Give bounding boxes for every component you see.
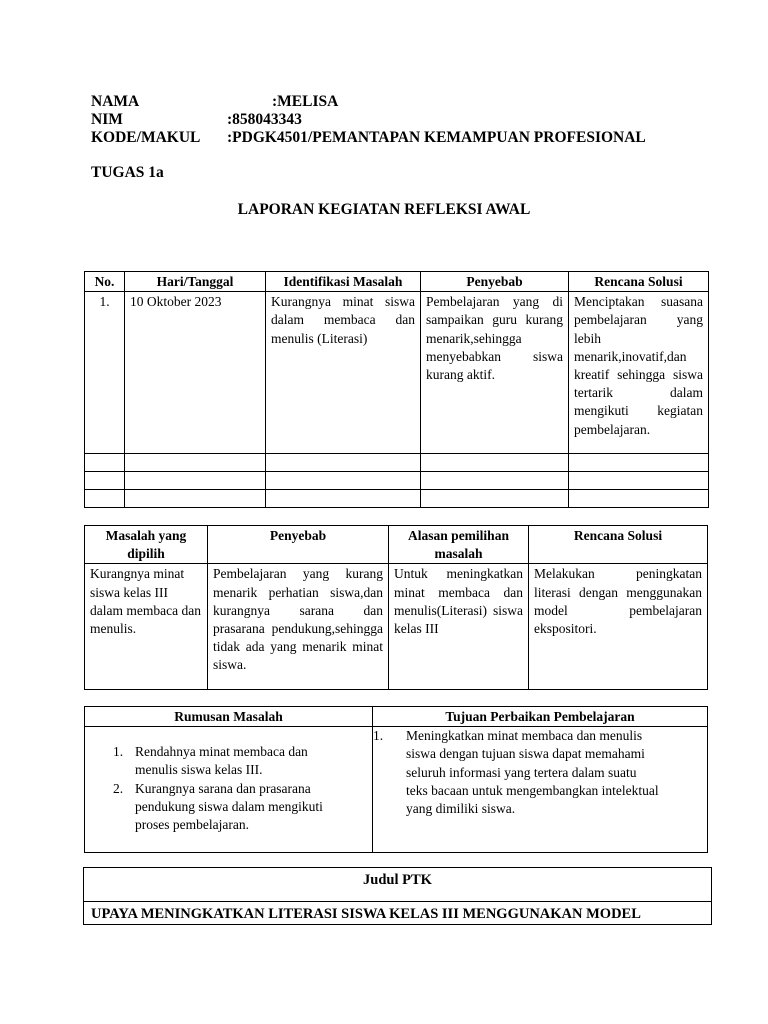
- masalah-table: [84, 525, 708, 690]
- rumusan-list: [113, 743, 332, 834]
- cell-masalah: Kurangnya minat siswa kelas III dalam membaca dan menulis.: [85, 564, 208, 690]
- col-header-solusi: Rencana Solusi: [529, 526, 708, 564]
- judul-ptk-box: [83, 867, 712, 925]
- table-header-row: [85, 272, 709, 292]
- tugas-label: TUGAS 1a: [91, 164, 164, 181]
- table-header-row: [85, 707, 708, 727]
- tujuan-list: [373, 727, 661, 818]
- table-row-empty: [85, 454, 709, 472]
- cell-penyebab: Pembelajaran yang di sampaikan guru kurang menarik,sehingga menyebabkan siswa kurang aktif.: [421, 292, 569, 454]
- table-row: [85, 727, 708, 853]
- nim-label: NIM: [91, 111, 123, 128]
- col-header-penyebab: Penyebab: [421, 272, 569, 292]
- nama-value: :MELISA: [272, 93, 339, 110]
- nama-label: NAMA: [91, 93, 140, 110]
- kode-makul-label: KODE/MAKUL: [91, 129, 201, 146]
- judul-ptk-label: Judul PTK: [84, 868, 711, 902]
- kode-makul-value: :PDGK4501/PEMANTAPAN KEMAMPUAN PROFESIONAL: [227, 129, 646, 146]
- rumusan-table: [84, 706, 708, 853]
- col-header-tujuan: Tujuan Perbaikan Pembelajaran: [373, 707, 708, 727]
- list-item: 1. Rendahnya minat membaca dan menulis siswa kelas III.: [113, 744, 308, 778]
- refleksi-table: [84, 271, 709, 508]
- nim-value: :858043343: [227, 111, 302, 128]
- cell-solusi: Menciptakan suasana pembelajaran yang lebih menarik,inovatif,dan kreatif sehingga siswa tertarik dalam mengikuti kegiatan pembelajaran.: [569, 292, 709, 454]
- cell-penyebab: Pembelajaran yang kurang menarik perhatian siswa,dan kurangnya sarana dan prasarana pendukung,sehingga tidak ada yang menarik minat siswa.: [208, 564, 389, 690]
- cell-solusi: Melakukan peningkatan literasi dengan menggunakan model pembelajaran ekspositori.: [529, 564, 708, 690]
- col-header-penyebab: Penyebab: [208, 526, 389, 564]
- table-row: [85, 564, 708, 690]
- table-row: [85, 292, 709, 454]
- document-title: LAPORAN KEGIATAN REFLEKSI AWAL: [237, 201, 531, 218]
- table-header-row: [85, 526, 708, 564]
- col-header-tanggal: Hari/Tanggal: [125, 272, 266, 292]
- cell-no: 1.: [85, 292, 125, 454]
- cell-alasan: Untuk meningkatkan minat membaca dan menulis(Literasi) siswa kelas III: [389, 564, 529, 690]
- table-row-empty: [85, 472, 709, 490]
- table-row-empty: [85, 490, 709, 508]
- list-item: 2. Kurangnya sarana dan prasarana pendukung siswa dalam mengikuti proses pembelajaran.: [113, 780, 323, 833]
- tujuan-cell: [373, 727, 708, 853]
- col-header-no: No.: [85, 272, 125, 292]
- col-header-alasan: Alasan pemilihan masalah: [389, 526, 529, 564]
- cell-masalah: Kurangnya minat siswa dalam membaca dan menulis (Literasi): [266, 292, 421, 454]
- col-header-masalah-dipilih: Masalah yang dipilih: [85, 526, 208, 564]
- col-header-solusi: Rencana Solusi: [569, 272, 709, 292]
- cell-tanggal: 10 Oktober 2023: [125, 292, 266, 454]
- rumusan-cell: [85, 727, 373, 853]
- list-item: 1. Meningkatkan minat membaca dan menulis siswa dengan tujuan siswa dapat memahami seluruh informasi yang tertera dalam suatu teks bacaan untuk mengembangkan intelektual yang dimiliki siswa.: [373, 728, 659, 817]
- judul-ptk-text: UPAYA MENINGKATKAN LITERASI SISWA KELAS III MENGGUNAKAN MODEL: [91, 906, 641, 922]
- col-header-identifikasi: Identifikasi Masalah: [266, 272, 421, 292]
- col-header-rumusan: Rumusan Masalah: [85, 707, 373, 727]
